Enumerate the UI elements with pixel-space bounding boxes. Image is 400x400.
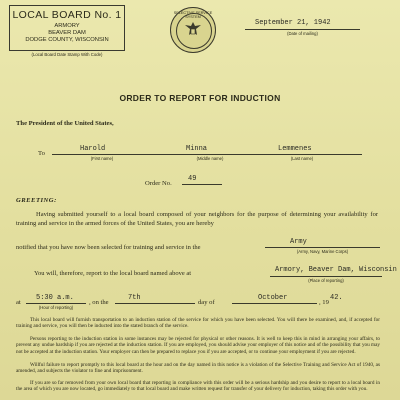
local-board-caption: (Local Board Date Stamp With Code)	[31, 52, 103, 57]
selected-text: notified that you have now been selected for training and service in the	[16, 244, 201, 251]
report-time: 5:30 a.m.	[36, 294, 74, 302]
local-board-title: LOCAL BOARD No. 1	[12, 9, 122, 21]
persons-reporting-paragraph: Persons reporting to the induction station in some instances may be rejected for physical or other reasons. It is well to keep this in mind in arranging your affairs, to prevent any undue hardship if you are rejected at the induction station. If you are employed, you should advise your employer of this notice and of the possibility that you may not be accepted at the induction station. Your employer can then be prepared to replace you if you are accepted, or to continue your employment if you are rejected.	[16, 336, 380, 355]
order-number-label: Order No.	[145, 180, 172, 187]
report-time-caption: (Hour of reporting)	[38, 305, 74, 310]
on-the-label: , on the	[89, 299, 109, 306]
greeting-heading: GREETING:	[16, 197, 57, 204]
page-title: ORDER TO REPORT FOR INDUCTION	[119, 93, 281, 103]
mailing-date-caption: (Date of mailing)	[287, 31, 318, 36]
report-location: Armory, Beaver Dam, Wisconsin	[275, 266, 397, 274]
body-paragraph: Having submitted yourself to a local board composed of your neighbors for the purpose of determining your availability for training and service in the armed forces of the United States, you are hereby	[16, 211, 378, 227]
order-number: 49	[188, 175, 197, 183]
middle-name-caption: (Middle name)	[196, 156, 224, 161]
day-of-label: day of	[198, 299, 215, 306]
to-label: To	[38, 150, 45, 157]
first-name-caption: (First name)	[90, 156, 114, 161]
eagle-icon	[184, 20, 202, 40]
first-name: Harold	[80, 145, 106, 153]
last-name: Lemmenes	[278, 145, 312, 153]
report-year-suffix: 42.	[330, 294, 343, 302]
year-prefix: , 19	[319, 299, 329, 306]
service-branch-caption: (Army, Navy, Marine Corps)	[296, 249, 349, 254]
transport-paragraph: This local board will furnish transportation to an induction station of the service for which you have been selected. You will there be examined, and, if accepted for training and service, you will then be inducted into the stated branch of the service.	[16, 317, 380, 330]
local-board-line-1: ARMORY	[54, 23, 80, 29]
local-board-line-2: BEAVER DAM	[48, 30, 86, 36]
local-board-line-3: DODGE COUNTY, WISCONSIN	[25, 37, 109, 43]
service-branch: Army	[290, 238, 307, 246]
report-month: October	[258, 294, 288, 302]
willful-failure-paragraph: Willful failure to report promptly to this local board at the hour and on the day named in this notice is a violation of the Selective Training and Service Act of 1940, as amended, and subjects the violator to fine and imprisonment.	[16, 362, 380, 375]
report-day: 7th	[128, 294, 141, 302]
report-text: You will, therefore, report to the local board named above at	[34, 270, 192, 277]
at-label: at	[16, 299, 21, 306]
mailing-date: September 21, 1942	[255, 19, 331, 27]
salutation-line: The President of the United States,	[16, 120, 114, 127]
selective-service-seal: SELECTIVE SERVICE SYSTEM	[170, 7, 216, 53]
transfer-paragraph: If you are so far removed from your own local board that reporting in compliance with this order will be a serious hardship and you desire to report to a local board in the area of which you are now located, go immediately to that local board and make written request for transfer of your delivery for induction, taking this order with you.	[16, 380, 380, 393]
last-name-caption: (Last name)	[290, 156, 314, 161]
middle-name: Minna	[186, 145, 208, 153]
report-location-caption: (Place of reporting)	[308, 278, 344, 283]
local-board-stamp	[9, 5, 125, 51]
